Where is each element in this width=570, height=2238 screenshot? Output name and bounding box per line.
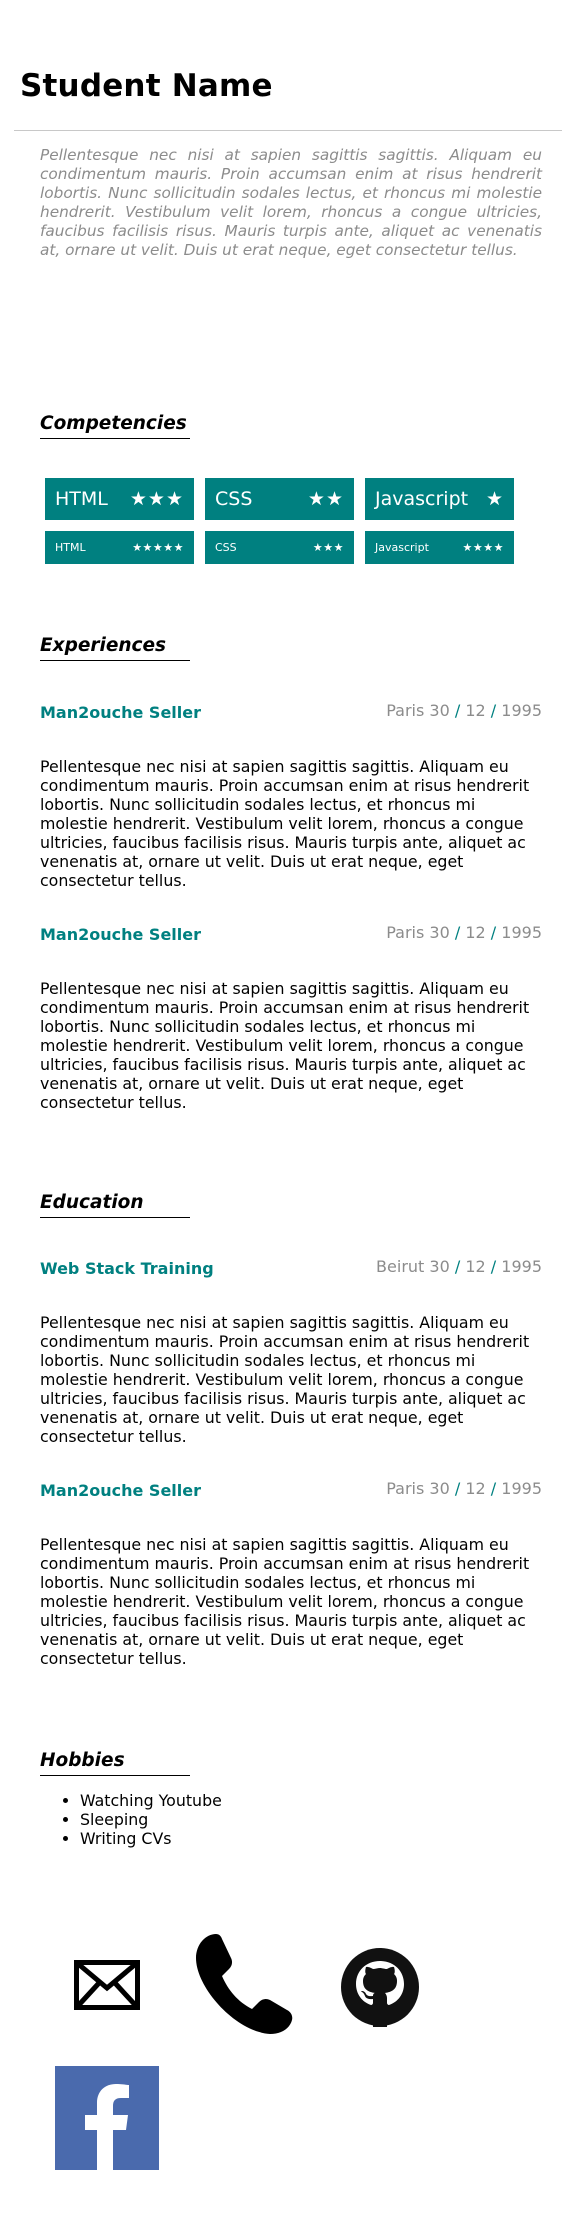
- intro-text: Pellentesque nec nisi at sapien sagittis sagittis. Aliquam eu condimentum mauris. Proin accumsan enim at risus hendrerit lobortis. Nunc sollicitudin sodales lectus, et rhoncus mi molestie hendrerit. Vestibulum velit lorem, rhoncus a congue ultricies, faucibus facilisis risus. Mauris turpis ante, aliquet ac venenatis at, ornare ut velit. Duis ut erat neque, eget consectetur tellus.: [40, 146, 542, 259]
- date-separator: /: [454, 923, 461, 942]
- entry-date: [386, 701, 542, 720]
- entry-city: Paris: [386, 701, 425, 720]
- date-separator: /: [490, 701, 497, 720]
- skill-badge-small-css: [205, 531, 354, 564]
- skill-badge-small-javascript: [365, 531, 514, 564]
- entry-year: 1995: [501, 1479, 542, 1498]
- skill-name: HTML: [55, 541, 86, 554]
- skill-stars: ★: [485, 488, 504, 510]
- hobbies-heading: Hobbies: [40, 1749, 190, 1776]
- education-heading: Education: [40, 1191, 190, 1218]
- skill-badge-html: [45, 478, 194, 520]
- entry-month: 12: [465, 701, 486, 720]
- skill-stars: ★★★★: [462, 541, 504, 554]
- date-separator: /: [490, 1257, 497, 1276]
- entry-description: Pellentesque nec nisi at sapien sagittis sagittis. Aliquam eu condimentum mauris. Proin accumsan enim at risus hendrerit lobortis. Nunc sollicitudin sodales lectus, et rhoncus mi molestie hendrerit. Vestibulum velit lorem, rhoncus a congue ultricies, faucibus facilisis risus. Mauris turpis ante, aliquet ac venenatis at, ornare ut velit. Duis ut erat neque, eget consectetur tellus.: [40, 757, 530, 890]
- competencies-heading: Competencies: [40, 412, 190, 439]
- entry-city: Paris: [386, 1479, 425, 1498]
- envelope-icon[interactable]: [74, 1960, 140, 2014]
- experiences-heading: Experiences: [40, 634, 190, 661]
- entry-description: Pellentesque nec nisi at sapien sagittis sagittis. Aliquam eu condimentum mauris. Proin accumsan enim at risus hendrerit lobortis. Nunc sollicitudin sodales lectus, et rhoncus mi molestie hendrerit. Vestibulum velit lorem, rhoncus a congue ultricies, faucibus facilisis risus. Mauris turpis ante, aliquet ac venenatis at, ornare ut velit. Duis ut erat neque, eget consectetur tellus.: [40, 1535, 530, 1668]
- entry-date: [376, 1257, 542, 1276]
- entry-date: [386, 923, 542, 942]
- facebook-icon[interactable]: [55, 2066, 159, 2174]
- entry-year: 1995: [501, 1257, 542, 1276]
- skill-name: CSS: [215, 541, 237, 554]
- entry-title: Man2ouche Seller: [40, 703, 202, 722]
- entry-day: 30: [429, 701, 450, 720]
- header-divider: [14, 130, 562, 131]
- entry-city: Paris: [386, 923, 425, 942]
- entry-month: 12: [465, 1257, 486, 1276]
- skill-name: Javascript: [375, 488, 469, 510]
- entry-title: Man2ouche Seller: [40, 925, 202, 944]
- skill-badge-small-html: [45, 531, 194, 564]
- list-item: • Sleeping: [80, 1810, 222, 1829]
- entry-month: 12: [465, 1479, 486, 1498]
- phone-icon[interactable]: [194, 1932, 294, 2040]
- date-separator: /: [490, 1479, 497, 1498]
- skill-badge-javascript: [365, 478, 514, 520]
- skill-name: Javascript: [375, 541, 429, 554]
- list-item: • Watching Youtube: [80, 1791, 222, 1810]
- skill-stars: ★★★: [312, 541, 344, 554]
- entry-day: 30: [429, 1479, 450, 1498]
- github-icon[interactable]: [340, 1947, 420, 2031]
- entry-year: 1995: [501, 923, 542, 942]
- skill-stars: ★★★: [129, 488, 184, 510]
- date-separator: /: [454, 1479, 461, 1498]
- entry-description: Pellentesque nec nisi at sapien sagittis sagittis. Aliquam eu condimentum mauris. Proin accumsan enim at risus hendrerit lobortis. Nunc sollicitudin sodales lectus, et rhoncus mi molestie hendrerit. Vestibulum velit lorem, rhoncus a congue ultricies, faucibus facilisis risus. Mauris turpis ante, aliquet ac venenatis at, ornare ut velit. Duis ut erat neque, eget consectetur tellus.: [40, 979, 530, 1112]
- entry-description: Pellentesque nec nisi at sapien sagittis sagittis. Aliquam eu condimentum mauris. Proin accumsan enim at risus hendrerit lobortis. Nunc sollicitudin sodales lectus, et rhoncus mi molestie hendrerit. Vestibulum velit lorem, rhoncus a congue ultricies, faucibus facilisis risus. Mauris turpis ante, aliquet ac venenatis at, ornare ut velit. Duis ut erat neque, eget consectetur tellus.: [40, 1313, 530, 1446]
- entry-title: Web Stack Training: [40, 1259, 214, 1278]
- skill-stars: ★★★★★: [132, 541, 184, 554]
- skill-name: CSS: [215, 488, 253, 510]
- entry-month: 12: [465, 923, 486, 942]
- skill-stars: ★★: [307, 488, 344, 510]
- entry-date: [386, 1479, 542, 1498]
- entry-day: 30: [429, 923, 450, 942]
- entry-year: 1995: [501, 701, 542, 720]
- student-name: Student Name: [20, 68, 273, 104]
- date-separator: /: [454, 701, 461, 720]
- date-separator: /: [490, 923, 497, 942]
- date-separator: /: [454, 1257, 461, 1276]
- entry-title: Man2ouche Seller: [40, 1481, 202, 1500]
- entry-day: 30: [429, 1257, 450, 1276]
- skill-name: HTML: [55, 488, 108, 510]
- entry-city: Beirut: [376, 1257, 425, 1276]
- skill-badge-css: [205, 478, 354, 520]
- list-item: • Writing CVs: [80, 1829, 222, 1848]
- hobbies-list: [40, 1791, 222, 1848]
